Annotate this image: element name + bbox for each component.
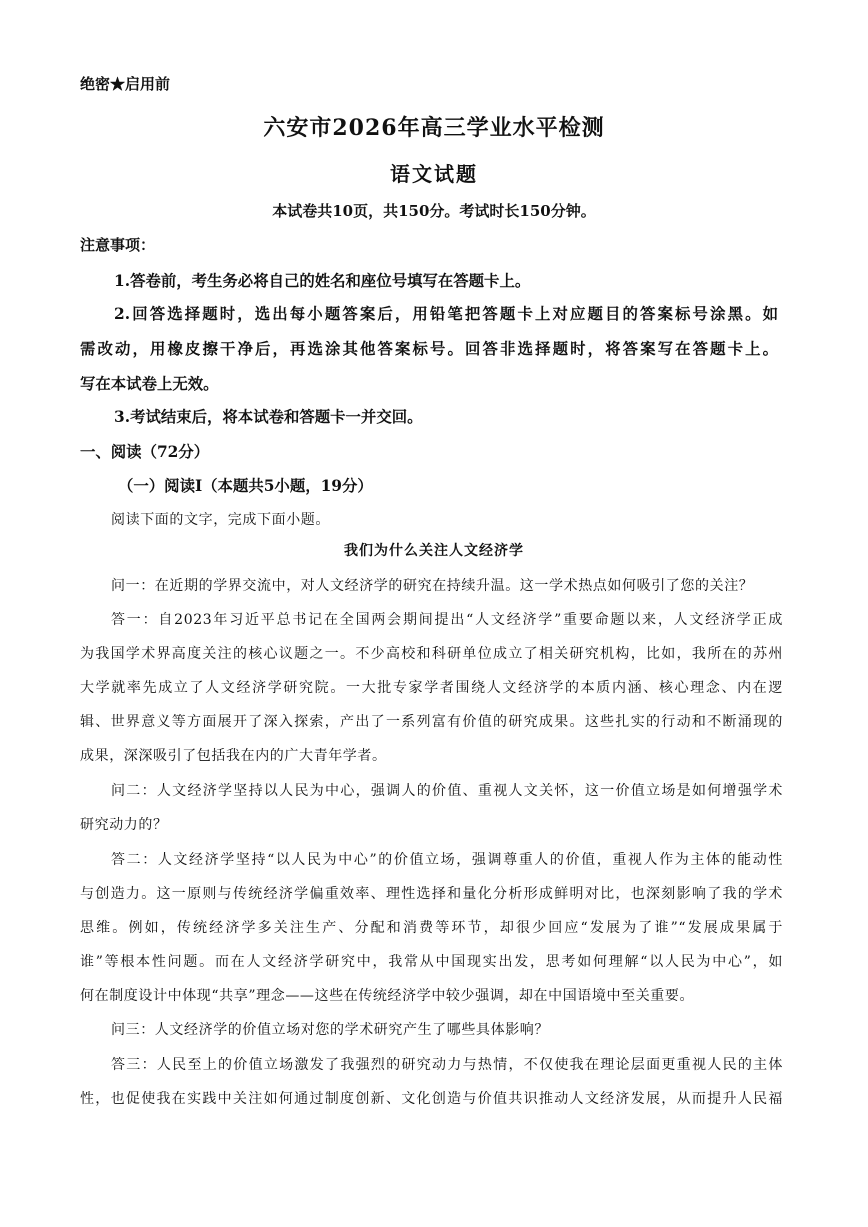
article-line: 答三：人民至上的价值立场激发了我强烈的研究动力与热情，不仅使我在理论层面更重视人民的主体 (111, 1057, 783, 1073)
article-line: 问三：人文经济学的价值立场对您的学术研究产生了哪些具体影响？ (111, 1022, 549, 1038)
exam-title: 六安市2026年高三学业水平检测 (263, 115, 605, 141)
notice-heading: 注意事项： (80, 236, 156, 254)
article-line: 问二：人文经济学坚持以人民为中心，强调人的价值、重视人文关怀，这一价值立场是如何增强学术 (111, 783, 783, 799)
article-line: 谁”等根本性问题。而在人文经济学研究中，我常从中国现实出发，思考如何理解“以人民为中心”，如 (80, 954, 783, 970)
notice-item-2-end: 写在本试卷上无效。 (80, 375, 219, 393)
article-line: 何在制度设计中体现“共享”理念——这些在传统经济学中较少强调，却在中国语境中至关重要。 (80, 988, 695, 1004)
article-line: 为我国学术界高度关注的核心议题之一。不少高校和科研单位成立了相关研究机构，比如，我所在的苏州 (80, 646, 783, 662)
article-line: 性，也促使我在实践中关注如何通过制度创新、文化创造与价值共识推动人文经济发展，从而提升人民福 (80, 1091, 783, 1107)
article-line: 答一：自2023年习近平总书记在全国两会期间提出“人文经济学”重要命题以来，人文经济学正成 (111, 612, 783, 628)
article-line: 成果，深深吸引了包括我在内的广大青年学者。 (80, 748, 387, 764)
notice-item-1: 1.答卷前，考生务必将自己的姓名和座位号填写在答题卡上。 (114, 272, 531, 290)
article-line: 大学就率先成立了人文经济学研究院。一大批专家学者围绕人文经济学的本质内涵、核心理念、内在逻 (80, 680, 783, 696)
subject-title: 语文试题 (390, 162, 478, 186)
notice-item-2-cont: 需改动，用橡皮擦干净后，再选涂其他答案标号。回答非选择题时，将答案写在答题卡上。 (80, 340, 778, 358)
article-line: 辑、世界意义等方面展开了深入探索，产出了一系列富有价值的研究成果。这些扎实的行动和不断涌现的 (80, 714, 783, 730)
reading-instruction: 阅读下面的文字，完成下面小题。 (111, 512, 330, 528)
notice-item-3: 3.考试结束后，将本试卷和答题卡一并交回。 (114, 408, 423, 426)
article-line: 问一：在近期的学界交流中，对人文经济学的研究在持续升温。这一学术热点如何吸引了您的关注？ (111, 578, 754, 594)
part-title: 一、阅读（72分） (80, 443, 210, 461)
article-title: 我们为什么关注人文经济学 (344, 543, 524, 559)
article-line: 答二：人文经济学坚持“以人民为中心”的价值立场，强调尊重人的价值，重视人作为主体的能动性 (111, 852, 783, 868)
notice-item-2: 2.回答选择题时，选出每小题答案后，用铅笔把答题卡上对应题目的答案标号涂黑。如 (114, 305, 778, 323)
article-line: 思维。例如，传统经济学多关注生产、分配和消费等环节，却很少回应“发展为了谁”“发展成果属于 (80, 920, 783, 936)
exam-info: 本试卷共10页，共150分。考试时长150分钟。 (272, 202, 596, 220)
article-line: 研究动力的？ (80, 817, 168, 833)
article-line: 与创造力。这一原则与传统经济学偏重效率、理性选择和量化分析形成鲜明对比，也深刻影响了我的学术 (80, 886, 783, 902)
sub-section-title: （一）阅读Ⅰ（本题共5小题，19分） (118, 477, 373, 495)
secret-mark: 绝密★启用前 (80, 75, 171, 93)
